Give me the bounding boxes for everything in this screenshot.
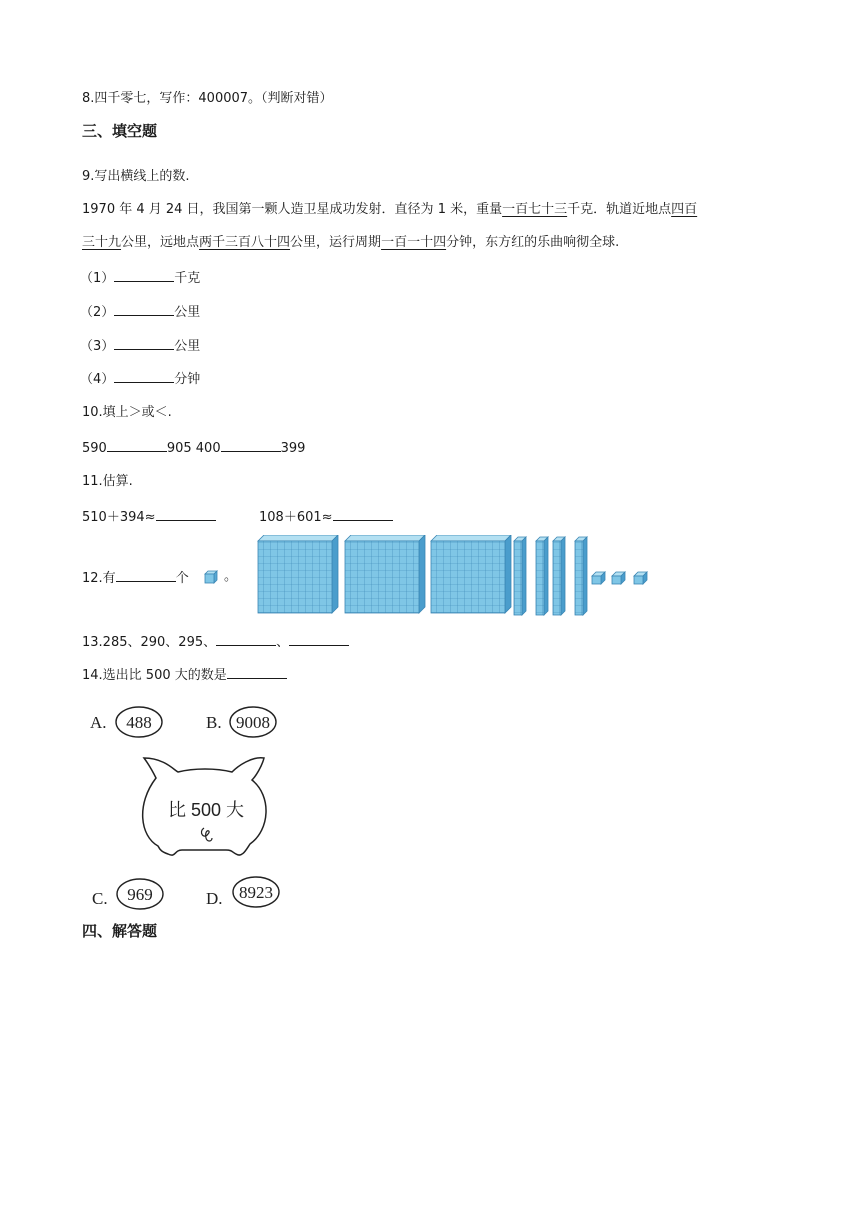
option-c-label: C. (92, 889, 108, 908)
unit-cube (592, 572, 605, 584)
unit-cube (634, 572, 647, 584)
q10-value: 905 400 (166, 441, 221, 456)
section-heading-3: 三、填空题 (82, 122, 158, 140)
answer-blank[interactable] (333, 507, 393, 521)
option-a-label: A. (90, 713, 107, 732)
answer-number: （3） (80, 339, 115, 354)
question-9-paragraph-line-1 (82, 201, 697, 219)
question-12 (82, 568, 189, 588)
answer-blank[interactable] (289, 632, 349, 646)
answer-blank[interactable] (116, 568, 176, 582)
q9-text: 公里，运行周期 (290, 235, 382, 250)
ten-rod (553, 537, 565, 615)
q9-text: 公里，远地点 (121, 235, 200, 250)
q9-underlined-period: 一百一十四 (381, 235, 447, 250)
hundred-flat (431, 535, 511, 613)
q9-answer-1 (80, 268, 200, 288)
q10-value: 590 (82, 441, 107, 456)
q12-suffix: 个 (175, 571, 189, 586)
answer-number: （2） (80, 305, 115, 320)
question-8 (82, 90, 333, 108)
unit-cube (612, 572, 625, 584)
q9-answer-3 (80, 336, 200, 356)
q9-answer-2 (80, 302, 200, 322)
option-b-value[interactable]: 9008 (236, 713, 270, 732)
q13-separator: 、 (276, 635, 290, 650)
option-a-value[interactable]: 488 (126, 713, 152, 732)
piggy-bank-options-image (86, 700, 306, 912)
answer-number: （4） (80, 372, 115, 387)
q9-underlined-perigee-cont: 三十九 (82, 235, 122, 250)
answer-unit: 千克 (174, 271, 201, 286)
answer-blank[interactable] (156, 507, 216, 521)
piggy-bank-text: 比 500 大 (167, 800, 245, 820)
hundred-flat (345, 535, 425, 613)
answer-unit: 公里 (174, 339, 201, 354)
hundred-flat (258, 535, 338, 613)
q9-text: 千克．轨道近地点 (567, 202, 672, 217)
answer-blank[interactable] (216, 632, 276, 646)
ten-rod (575, 537, 587, 615)
answer-blank[interactable] (114, 369, 174, 383)
question-13 (82, 632, 349, 652)
q9-answer-4 (80, 369, 200, 389)
q12-prefix: 12.有 (82, 571, 116, 586)
q12-end: 。 (224, 569, 238, 584)
q9-underlined-perigee: 四百 (671, 202, 698, 217)
option-d-label: D. (206, 889, 223, 908)
option-c-value[interactable]: 969 (127, 885, 153, 904)
question-8-text: 8.四千零七，写作：400007。（判断对错） (82, 91, 333, 106)
question-9-paragraph-line-2 (82, 234, 619, 252)
answer-unit: 公里 (174, 305, 201, 320)
question-11-title: 11.估算. (82, 474, 133, 489)
question-9-title: 9.写出横线上的数. (82, 169, 190, 184)
q9-underlined-weight: 一百七十三 (502, 202, 568, 217)
q11-expression: 510＋394≈ (82, 510, 156, 525)
q9-text: 1970 年 4 月 24 日，我国第一颗人造卫星成功发射．直径为 1 米，重量 (82, 202, 503, 217)
q13-sequence: 13.285、290、295、 (82, 635, 217, 650)
q10-value: 399 (280, 441, 306, 456)
base-ten-blocks-image (256, 535, 656, 617)
question-11-expr-1 (82, 507, 216, 527)
option-b-label: B. (206, 713, 222, 732)
unit-cube-icon (203, 569, 219, 585)
answer-blank[interactable] (221, 438, 281, 452)
question-10-body (82, 438, 305, 458)
answer-blank[interactable] (107, 438, 167, 452)
option-d-value[interactable]: 8923 (239, 883, 273, 902)
answer-unit: 分钟 (174, 372, 201, 387)
section-heading-4: 四、解答题 (82, 922, 158, 940)
ten-rod (536, 537, 548, 615)
q9-text: 分钟，东方红的乐曲响彻全球. (446, 235, 620, 250)
answer-blank[interactable] (227, 665, 287, 679)
answer-blank[interactable] (114, 302, 174, 316)
q9-underlined-apogee: 两千三百八十四 (199, 235, 291, 250)
ten-rod (514, 537, 526, 615)
answer-blank[interactable] (114, 336, 174, 350)
q14-text: 14.选出比 500 大的数是 (82, 668, 227, 683)
answer-number: （1） (80, 271, 115, 286)
question-14 (82, 665, 287, 685)
question-11-expr-2 (259, 507, 393, 527)
q11-expression: 108＋601≈ (259, 510, 333, 525)
question-10-title: 10.填上＞或＜. (82, 405, 172, 420)
answer-blank[interactable] (114, 268, 174, 282)
